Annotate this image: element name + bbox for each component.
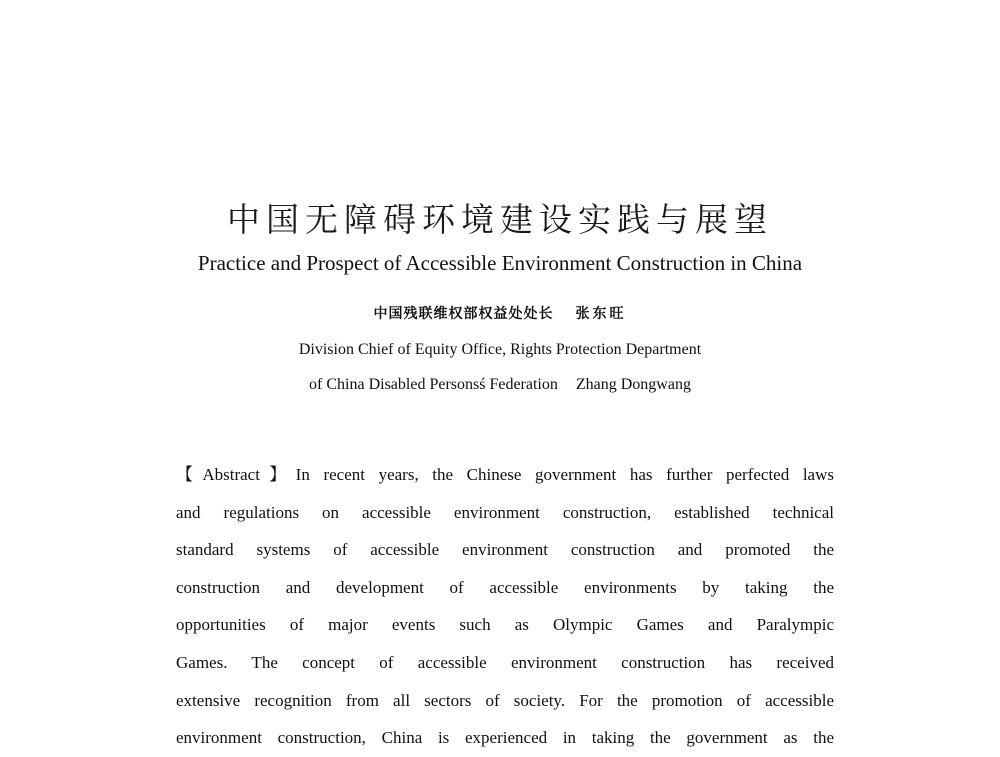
abstract-line: environment construction, China is experienced in taking the government as the	[176, 728, 834, 748]
author-name-english: Zhang Dongwang	[575, 376, 691, 393]
title-english: Practice and Prospect of Accessible Environment Construction in China	[197, 251, 803, 275]
abstract-line: opportunities of major events such as Olympic Games and Paralympic	[176, 615, 834, 635]
abstract-line-text: In recent years, the Chinese government has further perfected laws	[295, 465, 834, 484]
abstract	[176, 456, 834, 757]
abstract-line: standard systems of accessible environment construction and promoted the	[176, 540, 834, 560]
abstract-line: construction and development of accessible environments by taking the	[176, 577, 834, 597]
abstract-label: 【Abstract】	[176, 465, 296, 484]
author-affiliation-chinese: 中国残联维权部权益处处长	[373, 306, 554, 322]
author-name-chinese: 张东旺	[575, 306, 627, 322]
author-chinese	[0, 303, 1000, 323]
affiliation-english-line2	[0, 376, 1000, 394]
affiliation-english-org: of China Disabled Personsś Federation	[309, 376, 558, 393]
abstract-line: and regulations on accessible environment construction, established technical	[176, 502, 834, 522]
affiliation-english-line1: Division Chief of Equity Office, Rights Protection Department	[298, 341, 702, 358]
abstract-line: Games. The concept of accessible environment construction has received	[176, 652, 834, 672]
title-chinese: 中国无障碍环境建设实践与展望	[227, 200, 773, 239]
abstract-line: extensive recognition from all sectors of society. For the promotion of accessible	[176, 690, 834, 710]
abstract-line	[176, 456, 834, 494]
